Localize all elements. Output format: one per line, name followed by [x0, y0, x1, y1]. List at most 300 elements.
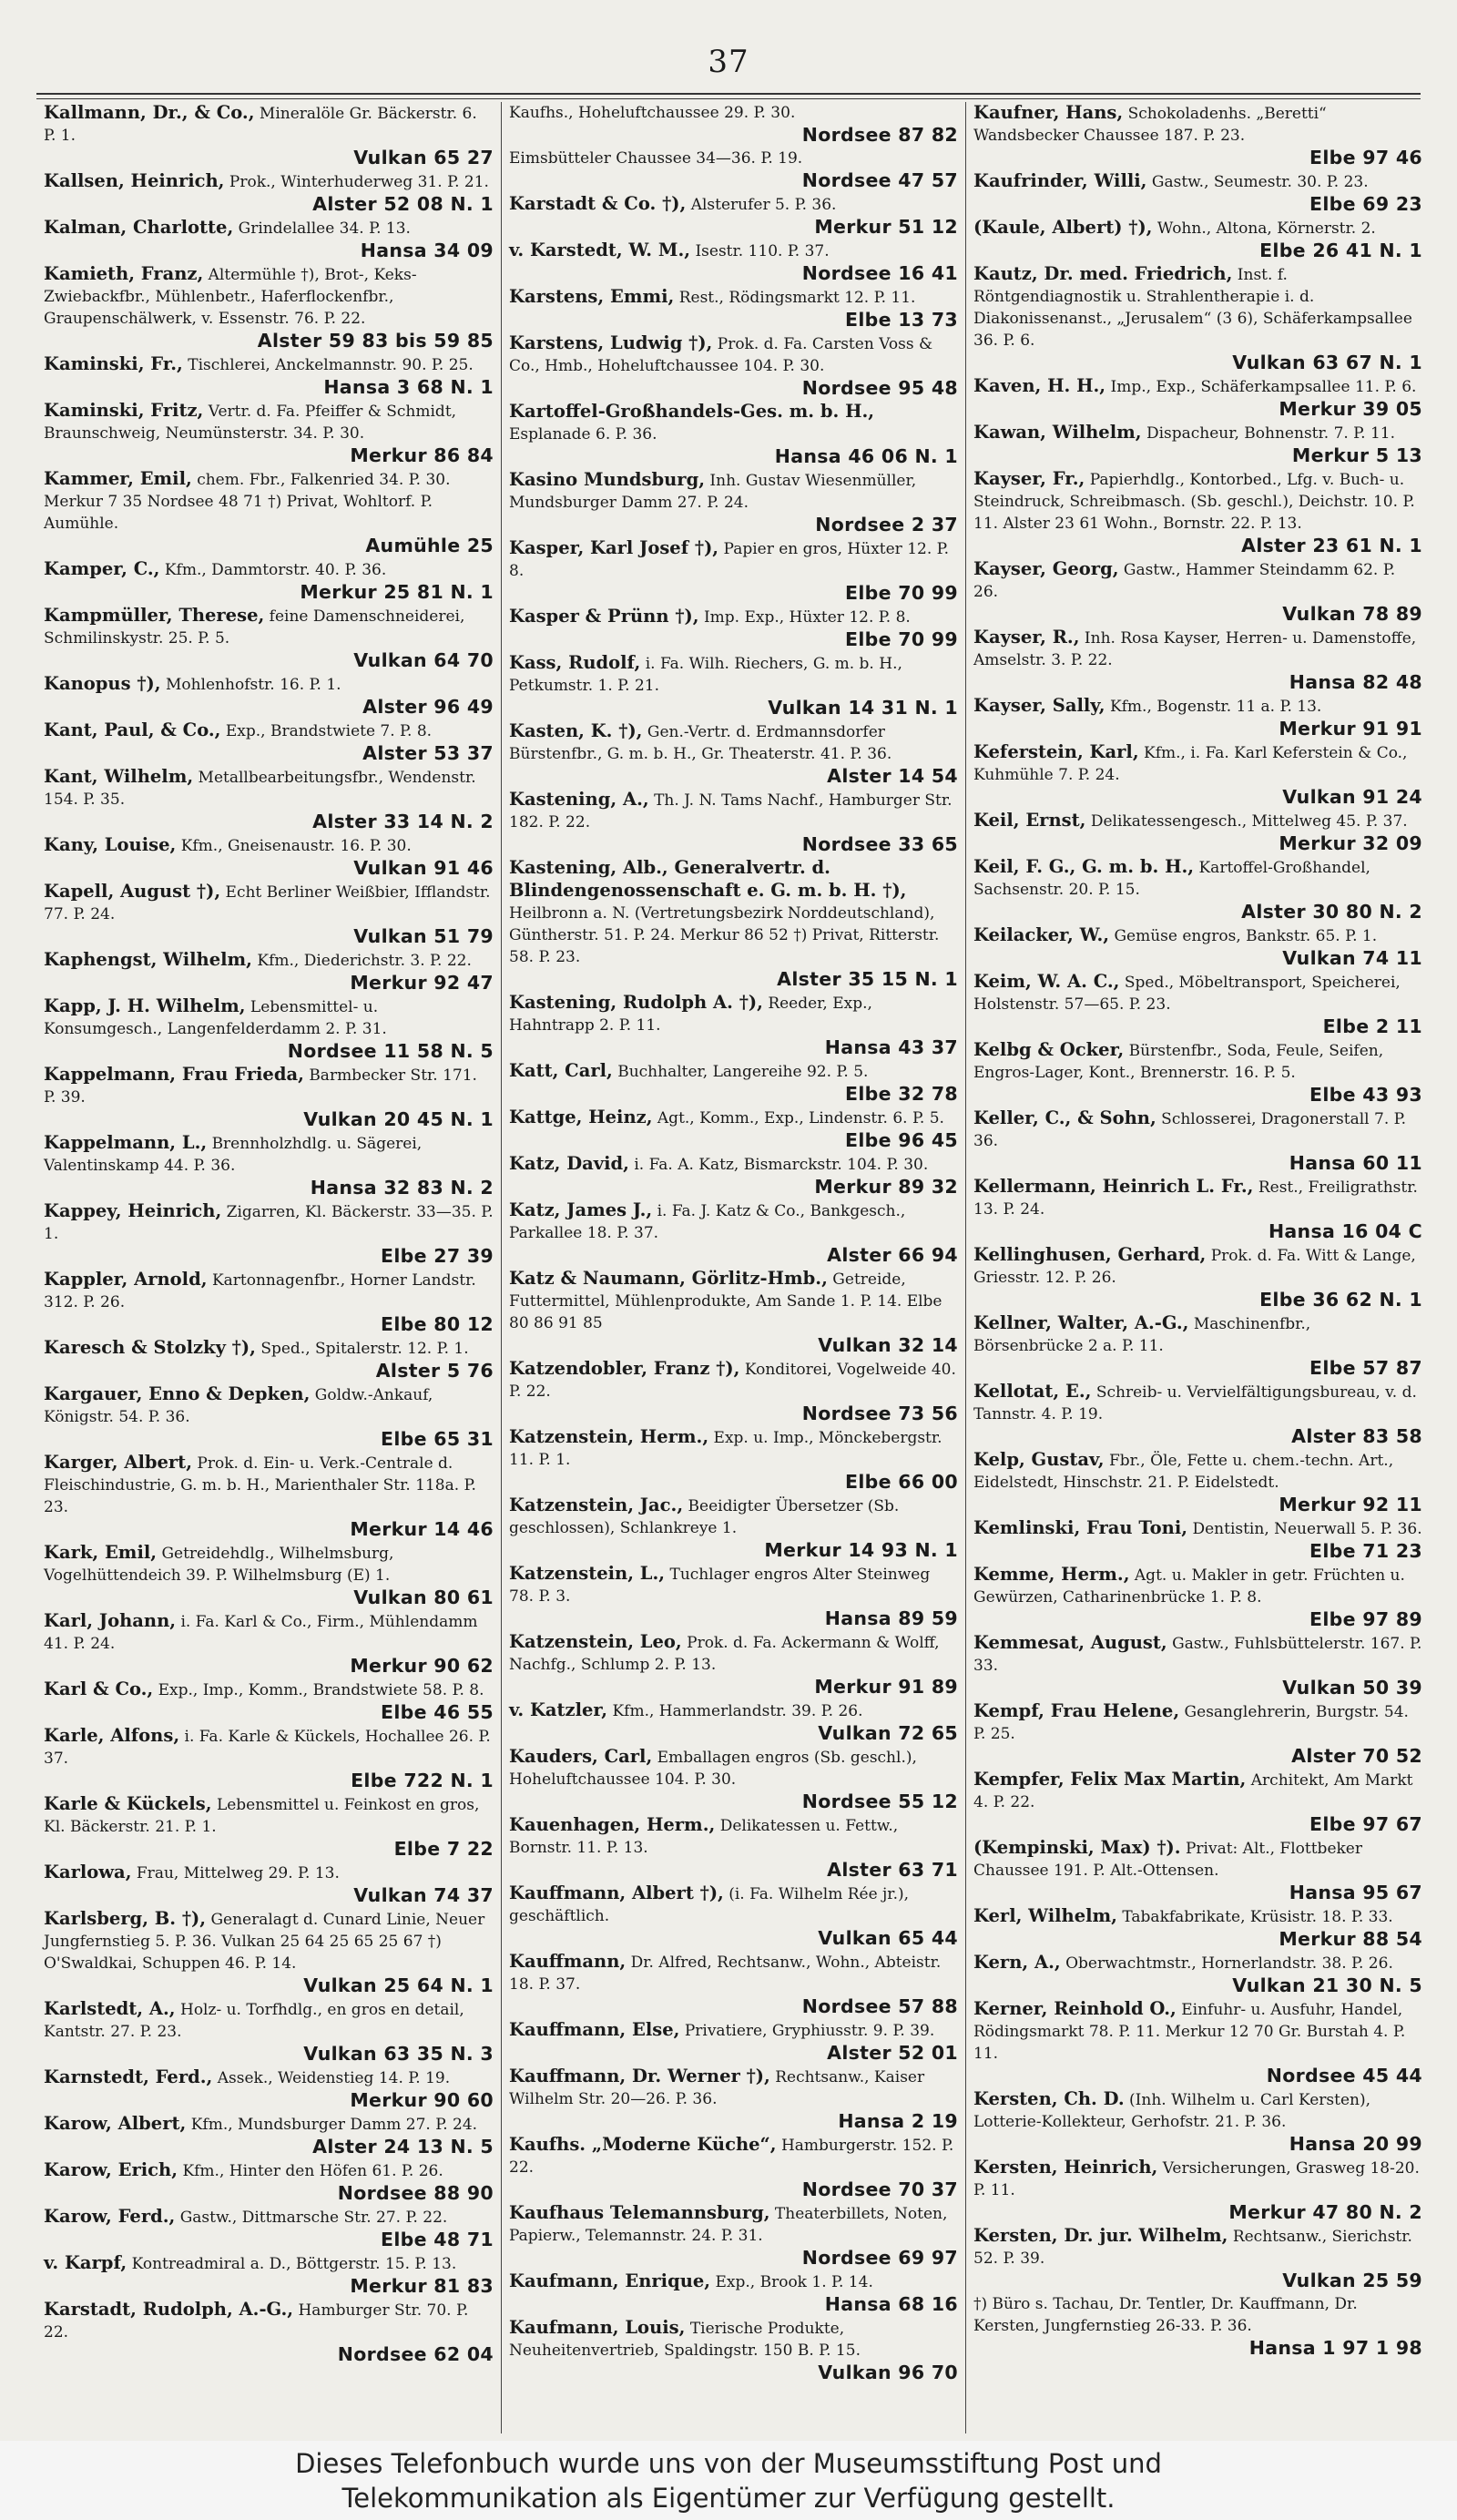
entry-phone: Elbe 70 99 [845, 628, 958, 650]
directory-entry [973, 263, 1422, 374]
entry-name: Kersten, Heinrich, [973, 2157, 1158, 2178]
entry-phone: Merkur 39 05 [1279, 398, 1422, 420]
entry-phone: Nordsee 95 48 [801, 377, 958, 399]
directory-entry [44, 2113, 494, 2158]
entry-description: Grindelallee 34. P. 13. [238, 219, 411, 238]
entry-name: Kaufrinder, Willi, [973, 170, 1147, 191]
entry-description: feine Damenschneiderei, Schmilinskystr. 25. P. 5. [44, 607, 465, 648]
footer-line-1: Dieses Telefonbuch wurde uns von der Museumsstiftung Post und [295, 2448, 1162, 2479]
directory-entry [973, 170, 1422, 216]
entry-description: Kfm., Dammtorstr. 40. P. 36. [164, 561, 387, 579]
entry-description: Agt., Komm., Exp., Lindenstr. 6. P. 5. [657, 1109, 944, 1127]
entry-phone: Elbe 48 71 [381, 2229, 494, 2250]
entry-name: Kappey, Heinrich, [44, 1200, 222, 1221]
entry-phone: Alster 96 49 [362, 696, 494, 718]
footer-note [0, 2441, 1457, 2520]
entry-description: Dispacheur, Bohnenstr. 7. P. 11. [1146, 424, 1396, 443]
entry-phone: Elbe 96 45 [845, 1129, 958, 1151]
entry-description: Isestr. 110. P. 37. [695, 242, 830, 260]
directory-entry [44, 400, 494, 467]
entry-name: Kasper & Prünn †), [509, 606, 699, 627]
entry-name: Kattge, Heinz, [509, 1107, 653, 1127]
entry-phone: Hansa 16 04 C [1268, 1220, 1422, 1242]
entry-description: (i. Fa. Wilhelm Rée jr.), geschäftlich. [509, 1885, 910, 1925]
entry-phone: Elbe 13 73 [845, 309, 958, 331]
entry-description: Th. J. N. Tams Nachf., Hamburger Str. 182. P. 22. [509, 791, 953, 831]
directory-entry [509, 992, 958, 1059]
entry-description: Tischlerei, Anckelmannstr. 90. P. 25. [188, 356, 474, 374]
directory-entry [509, 2066, 958, 2133]
entry-name: Karesch & Stolzky †), [44, 1337, 256, 1358]
directory-entry [44, 1383, 494, 1451]
entry-phone: Elbe 80 12 [381, 1313, 494, 1335]
directory-entry [973, 1381, 1422, 1448]
directory-entry [44, 1862, 494, 1907]
entry-phone: Vulkan 21 30 N. 5 [1232, 1974, 1422, 1996]
entry-phone: Hansa 2 19 [838, 2110, 958, 2132]
entry-name: Kellinghusen, Gerhard, [973, 1244, 1207, 1265]
entry-description: Bürstenfbr., Soda, Feule, Seifen, Engros-Lager, Kont., Brennerstr. 16. P. 5. [973, 1042, 1384, 1082]
entry-phone: Hansa 68 16 [824, 2293, 958, 2315]
entry-name: Karstens, Ludwig †), [509, 332, 713, 353]
directory-entry [44, 949, 494, 995]
entry-description: Alsterufer 5. P. 36. [690, 196, 837, 214]
entry-description: Exp. u. Imp., Mönckebergstr. 11. P. 1. [509, 1429, 942, 1469]
directory-entry [44, 1132, 494, 1199]
entry-name: Kallmann, Dr., & Co., [44, 102, 255, 123]
entry-phone: Hansa 46 06 N. 1 [774, 445, 958, 467]
entry-name: Kemmesat, August, [973, 1632, 1167, 1653]
entry-description: Brennholzhdlg. u. Sägerei, Valentinskamp 44. P. 36. [44, 1135, 423, 1175]
entry-name: Keil, F. G., G. m. b. H., [973, 856, 1195, 877]
entry-description: Kontreadmiral a. D., Böttgerstr. 15. P. 13. [131, 2255, 457, 2273]
entry-name: Karle & Kückels, [44, 1793, 212, 1814]
entry-description: Fbr., Öle, Fette u. chem.-techn. Art., Eidelstedt, Hinschstr. 21. P. Eidelstedt. [973, 1452, 1394, 1492]
directory-entry [509, 1358, 958, 1425]
directory-entry [509, 789, 958, 856]
entry-description: Mohlenhofstr. 16. P. 1. [165, 676, 341, 694]
directory-entry [509, 1153, 958, 1199]
entry-description: Lebensmittel- u. Konsumgesch., Langenfelderdamm 2. P. 31. [44, 998, 387, 1038]
directory-entry [44, 995, 494, 1063]
entry-name: Karlsberg, B. †), [44, 1908, 207, 1929]
directory-entry [973, 1952, 1422, 1997]
entry-phone: Nordsee 73 56 [801, 1403, 958, 1424]
entry-description: Kartonnagenfbr., Horner Landstr. 312. P. 26. [44, 1271, 476, 1311]
entry-description: Versicherungen, Grasweg 18-20. P. 11. [973, 2159, 1420, 2199]
entry-phone: Vulkan 63 35 N. 3 [303, 2043, 494, 2065]
entry-name: Kayser, Sally, [973, 695, 1105, 716]
entry-description: i. Fa. Wilh. Riechers, G. m. b. H., Petkumstr. 1. P. 21. [509, 655, 902, 695]
directory-entry [973, 558, 1422, 626]
entry-description: Getreide, Futtermittel, Mühlenprodukte, Am Sande 1. P. 14. Elbe 80 86 91 85 [509, 1270, 942, 1332]
entry-phone: Nordsee 62 04 [337, 2343, 494, 2365]
entry-description: Oberwachtmstr., Hornerlandstr. 38. P. 26. [1065, 1954, 1393, 1973]
entry-phone: Alster 33 14 N. 2 [312, 811, 494, 832]
entry-phone: Aumühle 25 [365, 535, 494, 556]
entry-name: Kasper, Karl Josef †), [509, 537, 719, 558]
entry-name: Karnstedt, Ferd., [44, 2066, 213, 2087]
entry-phone: Elbe 97 67 [1309, 1813, 1422, 1835]
entry-name: Kamper, C., [44, 558, 160, 579]
entry-description: Prok. d. Fa. Ackermann & Wolff, Nachfg., Schlump 2. P. 13. [509, 1634, 940, 1674]
directory-entry [509, 286, 958, 332]
entry-phone: Vulkan 20 45 N. 1 [303, 1108, 494, 1130]
entry-name: Keferstein, Karl, [973, 741, 1139, 762]
directory-column-3 [965, 102, 1430, 2433]
entry-name: Kanopus †), [44, 673, 161, 694]
entry-name: Kant, Paul, & Co., [44, 719, 221, 740]
directory-entry [973, 1449, 1422, 1516]
entry-name: (Kaule, Albert) †), [973, 217, 1153, 238]
directory-entry [44, 1678, 494, 1724]
entry-description: Theaterbillets, Noten, Papierw., Telemannstr. 24. P. 31. [509, 2205, 948, 2245]
directory-entry [509, 1426, 958, 1494]
directory-entry [44, 1269, 494, 1336]
entry-phone: Alster 83 58 [1291, 1425, 1422, 1447]
entry-phone: Hansa 20 99 [1289, 2133, 1422, 2155]
entry-description: Generalagt d. Cunard Linie, Neuer Jungfernstieg 5. P. 36. Vulkan 25 64 25 65 25 67 †) O'Swaldkai, Schuppen 46. P. 14. [44, 1911, 485, 1973]
entry-phone: Alster 14 54 [827, 765, 958, 787]
directory-entry [44, 1452, 494, 1541]
directory-entry [44, 1200, 494, 1268]
entry-name: Kersten, Dr. jur. Wilhelm, [973, 2225, 1228, 2246]
entry-phone: Alster 63 71 [827, 1859, 958, 1881]
entry-phone: Alster 5 76 [375, 1360, 494, 1382]
entry-description: Delikatessengesch., Mittelweg 45. P. 37. [1090, 812, 1408, 831]
entry-description: Architekt, Am Markt 4. P. 22. [973, 1771, 1413, 1811]
entry-description: Holz- u. Torfhdlg., en gros en detail, Kantstr. 27. P. 23. [44, 2001, 464, 2041]
entry-description: Rechtsanw., Sierichstr. 52. P. 39. [973, 2228, 1412, 2268]
entry-name: (Kempinski, Max) †). [973, 1837, 1181, 1858]
entry-phone: Nordsee 33 65 [801, 833, 958, 855]
entry-description: chem. Fbr., Falkenried 34. P. 30. Merkur 7 35 Nordsee 48 71 †) Privat, Wohltorf. P. Aumühle. [44, 471, 451, 533]
directory-entry [973, 2225, 1422, 2292]
entry-description: Kfm., Mundsburger Damm 27. P. 24. [190, 2116, 478, 2134]
entry-name: Katt, Carl, [509, 1060, 613, 1081]
entry-description: Kartoffel-Großhandel, Sachsenstr. 20. P. 15. [973, 859, 1370, 899]
entry-phone: Hansa 3 68 N. 1 [323, 376, 494, 398]
entry-description: Goldw.-Ankauf, Königstr. 54. P. 36. [44, 1386, 433, 1426]
entry-description: Gen.-Vertr. d. Erdmannsdorfer Bürstenfbr., G. m. b. H., Gr. Theaterstr. 41. P. 36. [509, 723, 892, 763]
entry-description: Gastw., Hammer Steindamm 62. P. 26. [973, 561, 1396, 601]
directory-entry [509, 537, 958, 605]
entry-name: Kern, A., [973, 1952, 1061, 1973]
directory-entry [509, 720, 958, 788]
entry-description: Gesanglehrerin, Burgstr. 54. P. 25. [973, 1703, 1409, 1743]
entry-name: Kayser, Georg, [973, 558, 1119, 579]
entry-name: Kauenhagen, Herm., [509, 1814, 716, 1835]
entry-phone: Hansa 89 59 [824, 1607, 958, 1629]
entry-name: Kauffmann, [509, 1951, 627, 1972]
entry-description: Rechtsanw., Kaiser Wilhelm Str. 20—26. P. 36. [509, 2068, 925, 2108]
entry-description: Dr. Alfred, Rechtsanw., Wohn., Abteistr. 18. P. 37. [509, 1954, 942, 1994]
entry-name: Kemlinski, Frau Toni, [973, 1517, 1188, 1538]
directory-entry [509, 1060, 958, 1106]
entry-name: Kaven, H. H., [973, 375, 1106, 396]
entry-description: Schlosserei, Dragonerstall 7. P. 36. [973, 1110, 1407, 1150]
entry-name: Kastening, Alb., Generalvertr. d. Blindengenossenschaft e. G. m. b. H. †), [509, 857, 907, 901]
entry-phone: Elbe 57 87 [1309, 1357, 1422, 1379]
directory-entry [509, 2134, 958, 2201]
entry-name: Kappler, Arnold, [44, 1269, 208, 1290]
entry-name: Karger, Albert, [44, 1452, 192, 1473]
entry-name: Karstadt & Co. †), [509, 193, 687, 214]
directory-entry [509, 857, 958, 991]
entry-name: Karl, Johann, [44, 1610, 177, 1631]
entry-phone: Hansa 32 83 N. 2 [310, 1177, 494, 1199]
entry-name: Kastening, Rudolph A. †), [509, 992, 763, 1013]
directory-entry [509, 652, 958, 719]
entry-phone: Merkur 14 46 [350, 1518, 494, 1540]
entry-phone: Elbe 97 46 [1309, 147, 1422, 168]
directory-entry [44, 1064, 494, 1131]
directory-entry [973, 1312, 1422, 1380]
header-rule [36, 93, 1421, 95]
directory-entry [44, 1725, 494, 1792]
entry-description: Emballagen engros (Sb. geschl.), Hoheluftchaussee 104. P. 30. [509, 1749, 917, 1789]
entry-name: Kelbg & Ocker, [973, 1039, 1125, 1060]
entry-description: Imp., Exp., Schäferkampsallee 11. P. 6. [1110, 378, 1417, 396]
entry-phone: Merkur 90 60 [350, 2089, 494, 2111]
directory-entry [509, 2202, 958, 2270]
directory-entry [973, 810, 1422, 855]
directory-entry [509, 2317, 958, 2384]
entry-name: Kappelmann, L., [44, 1132, 208, 1153]
directory-entry [509, 1814, 958, 1882]
entry-phone: Merkur 90 62 [350, 1655, 494, 1677]
entry-phone: Nordsee 87 82 [801, 124, 958, 146]
entry-name: Kant, Wilhelm, [44, 766, 194, 787]
directory-entry [509, 240, 958, 285]
directory-entry [44, 881, 494, 948]
entry-description: Beeidigter Übersetzer (Sb. geschlossen), Schlankreye 1. [509, 1497, 900, 1537]
entry-name: Kasino Mundsburg, [509, 469, 706, 490]
entry-phone: Alster 23 61 N. 1 [1241, 535, 1422, 556]
entry-name: Kayser, Fr., [973, 468, 1085, 489]
directory-entry [509, 148, 958, 192]
entry-description: Kaufhs., Hoheluftchaussee 29. P. 30. [509, 104, 796, 122]
entry-name: Kass, Rudolf, [509, 652, 641, 673]
directory-entry [509, 2270, 958, 2316]
entry-phone: Nordsee 47 57 [801, 169, 958, 191]
entry-description: Agt. u. Makler in getr. Früchten u. Gewürzen, Catharinenbrücke 1. P. 8. [973, 1566, 1405, 1607]
entry-name: Kerner, Reinhold O., [973, 1998, 1177, 2019]
entry-name: Kammer, Emil, [44, 468, 192, 489]
entry-description: Konditorei, Vogelweide 40. P. 22. [509, 1361, 956, 1401]
entry-name: Karl & Co., [44, 1678, 154, 1699]
entry-name: Kelp, Gustav, [973, 1449, 1105, 1470]
entry-name: Katz, David, [509, 1153, 629, 1174]
entry-description: Papier en gros, Hüxter 12. P. 8. [509, 540, 950, 580]
entry-name: Kellermann, Heinrich L. Fr., [973, 1176, 1254, 1197]
directory-entry [44, 102, 494, 169]
entry-phone: Vulkan 50 39 [1282, 1677, 1422, 1699]
directory-entry [973, 924, 1422, 970]
entry-description: Esplanade 6. P. 36. [509, 425, 657, 444]
directory-entry [509, 193, 958, 239]
entry-description: Delikatessen u. Fettw., Bornstr. 11. P. 13. [509, 1817, 899, 1857]
directory-entry [973, 1176, 1422, 1243]
directory-entry [509, 469, 958, 536]
directory-entry [973, 1769, 1422, 1836]
entry-name: Kawan, Wilhelm, [973, 422, 1142, 443]
directory-entry [44, 1908, 494, 1997]
entry-description: i. Fa. J. Katz & Co., Bankgesch., Parkallee 18. P. 37. [509, 1202, 906, 1242]
entry-description: Heilbronn a. N. (Vertretungsbezirk Norddeutschland), Güntherstr. 51. P. 24. Merkur 86 52 †) Privat, Ritterstr. 58. P. 23. [509, 904, 940, 966]
entry-description: Kfm., Bogenstr. 11 a. P. 13. [1109, 698, 1322, 716]
entry-description: Tuchlager engros Alter Steinweg 78. P. 3. [509, 1566, 931, 1606]
entry-description: Vertr. d. Fa. Pfeiffer & Schmidt, Braunschweig, Neumünsterstr. 34. P. 30. [44, 403, 457, 443]
entry-description: Lebensmittel u. Feinkost en gros, Kl. Bäckerstr. 21. P. 1. [44, 1796, 480, 1836]
entry-phone: Merkur 89 32 [814, 1176, 958, 1198]
entry-phone: Alster 52 01 [827, 2042, 958, 2064]
directory-column-2 [501, 102, 965, 2433]
directory-entry [44, 2066, 494, 2112]
entry-description: Exp., Imp., Komm., Brandstwiete 58. P. 8. [158, 1681, 484, 1699]
entry-description: Kfm., Hammerlandstr. 39. P. 26. [612, 1702, 863, 1720]
entry-name: Kaufner, Hans, [973, 102, 1124, 123]
entry-description: Buchhalter, Langereihe 92. P. 5. [617, 1063, 869, 1081]
directory-entry [973, 2157, 1422, 2224]
entry-name: Kartoffel-Großhandels-Ges. m. b. H., [509, 401, 875, 422]
entry-description: Papierhdlg., Kontorbed., Lfg. v. Buch- u. Steindruck, Schreibmasch. (Sb. geschl.), Deichstr. 10. P. 11. Alster 23 61 Wohn., Bornstr. 22. P. 13. [973, 471, 1415, 533]
entry-phone: Elbe 97 89 [1309, 1608, 1422, 1630]
entry-description: Mineralöle Gr. Bäckerstr. 6. P. 1. [44, 105, 477, 145]
entry-description: Barmbecker Str. 171. P. 39. [44, 1066, 477, 1107]
entry-name: Kauffmann, Albert †), [509, 1882, 724, 1903]
directory-column-1 [36, 102, 501, 2433]
entry-name: v. Karstedt, W. M., [509, 240, 691, 260]
entry-phone: Nordsee 69 97 [801, 2247, 958, 2269]
entry-phone: Elbe 27 39 [381, 1245, 494, 1267]
directory-entry [509, 1631, 958, 1699]
entry-phone: Merkur 25 81 N. 1 [300, 581, 494, 603]
entry-phone: Vulkan 25 64 N. 1 [303, 1974, 494, 1996]
directory-entry [973, 1905, 1422, 1951]
directory-entry [509, 1882, 958, 1950]
entry-phone: Hansa 95 67 [1289, 1882, 1422, 1903]
entry-phone: Merkur 91 89 [814, 1676, 958, 1698]
entry-description: Prok., Winterhuderweg 31. P. 21. [229, 173, 489, 191]
directory-entry [44, 834, 494, 880]
entry-phone: Nordsee 11 58 N. 5 [287, 1040, 494, 1062]
entry-description: i. Fa. Karle & Kückels, Hochallee 26. P. 37. [44, 1728, 491, 1768]
directory-entry [973, 856, 1422, 923]
entry-name: Katzendobler, Franz †), [509, 1358, 740, 1379]
directory-entry [44, 1610, 494, 1678]
entry-phone: Merkur 91 91 [1279, 718, 1422, 740]
entry-phone: Vulkan 25 59 [1282, 2270, 1422, 2291]
entry-phone: Alster 53 37 [362, 742, 494, 764]
directory-entry [44, 468, 494, 557]
entry-description: Assek., Weidenstieg 14. P. 19. [217, 2069, 451, 2087]
entry-phone: Alster 52 08 N. 1 [312, 193, 494, 215]
directory-entry [509, 1107, 958, 1152]
entry-name: Kaufmann, Louis, [509, 2317, 686, 2338]
entry-phone: Nordsee 2 37 [815, 514, 958, 536]
entry-phone: Hansa 1 97 1 98 [1248, 2337, 1422, 2359]
entry-description: Schokoladenhs. „Beretti“ Wandsbecker Chaussee 187. P. 23. [973, 105, 1327, 145]
entry-name: Kastening, A., [509, 789, 649, 810]
entry-description: Inh. Gustav Wiesenmüller, Mundsburger Damm 27. P. 24. [509, 472, 917, 512]
entry-name: Karlowa, [44, 1862, 132, 1882]
entry-phone: Elbe 2 11 [1322, 1015, 1422, 1037]
directory-entry [44, 170, 494, 216]
entry-name: Keim, W. A. C., [973, 971, 1120, 992]
entry-name: Kalman, Charlotte, [44, 217, 234, 238]
entry-phone: Alster 35 15 N. 1 [777, 968, 958, 990]
directory-entry [973, 1837, 1422, 1904]
entry-phone: Vulkan 64 70 [353, 649, 494, 671]
entry-phone: Merkur 81 83 [350, 2275, 494, 2297]
entry-description: Kfm., i. Fa. Karl Keferstein & Co., Kuhmühle 7. P. 24. [973, 744, 1408, 784]
directory-entry [509, 1199, 958, 1267]
directory-entry [44, 2299, 494, 2366]
entry-description: (Inh. Wilhelm u. Carl Kersten), Lotterie-Kollekteur, Gerhofstr. 21. P. 36. [973, 2091, 1371, 2131]
entry-phone: Elbe 70 99 [845, 582, 958, 604]
entry-phone: Elbe 722 N. 1 [351, 1770, 494, 1791]
entry-description: Dentistin, Neuerwall 5. P. 36. [1192, 1520, 1422, 1538]
entry-name: Keller, C., & Sohn, [973, 1107, 1156, 1128]
directory-entry [44, 605, 494, 672]
directory-entry [973, 422, 1422, 467]
entry-description: Tabakfabrikate, Krüsistr. 18. P. 33. [1122, 1908, 1393, 1926]
entry-phone: Vulkan 91 24 [1282, 786, 1422, 808]
entry-phone: Nordsee 55 12 [801, 1791, 958, 1812]
entry-phone: Elbe 32 78 [845, 1083, 958, 1105]
entry-phone: Merkur 51 12 [814, 216, 958, 238]
entry-description: i. Fa. Karl & Co., Firm., Mühlendamm 41. P. 24. [44, 1613, 478, 1653]
entry-phone: Nordsee 57 88 [801, 1995, 958, 2017]
entry-phone: Merkur 32 09 [1279, 832, 1422, 854]
entry-name: Kappelmann, Frau Frieda, [44, 1064, 304, 1085]
directory-entry [44, 2159, 494, 2205]
entry-phone: Hansa 34 09 [360, 240, 494, 261]
entry-phone: Vulkan 63 67 N. 1 [1232, 352, 1422, 373]
directory-entry [509, 1699, 958, 1745]
entry-description: i. Fa. A. Katz, Bismarckstr. 104. P. 30. [634, 1156, 929, 1174]
entry-phone: Nordsee 45 44 [1266, 2065, 1422, 2086]
entry-phone: Hansa 82 48 [1289, 671, 1422, 693]
entry-name: Kersten, Ch. D. [973, 2088, 1125, 2109]
entry-name: Kark, Emil, [44, 1542, 158, 1563]
entry-phone: Vulkan 91 46 [353, 857, 494, 879]
entry-name: Kauffmann, Else, [509, 2019, 680, 2040]
entry-description: Reeder, Exp., Hahntrapp 2. P. 11. [509, 995, 872, 1035]
directory-entry [973, 468, 1422, 557]
entry-name: Kapell, August †), [44, 881, 221, 902]
entry-description: Getreidehdlg., Wilhelmsburg, Vogelhüttendeich 39. P. Wilhelmsburg (E) 1. [44, 1545, 394, 1585]
entry-phone: Elbe 43 93 [1309, 1084, 1422, 1106]
entry-name: Kauffmann, Dr. Werner †), [509, 2066, 770, 2086]
entry-phone: Nordsee 16 41 [801, 262, 958, 284]
entry-name: Kaminski, Fr., [44, 353, 183, 374]
directory-entry [509, 1495, 958, 1562]
directory-entry [973, 1998, 1422, 2087]
directory-entry [509, 102, 958, 147]
directory-entry [973, 695, 1422, 740]
entry-description: Inst. f. Röntgendiagnostik u. Strahlentherapie i. d. Diakonissenanst., „Jerusalem“ (3 6), Schäferkampsallee 36. P. 6. [973, 266, 1412, 350]
entry-description: Imp. Exp., Hüxter 12. P. 8. [703, 608, 911, 627]
entry-description: Frau, Mittelweg 29. P. 13. [136, 1864, 340, 1882]
directory-entry [973, 375, 1422, 421]
entry-name: Kaufhaus Telemannsburg, [509, 2202, 770, 2223]
entry-name: Karow, Ferd., [44, 2206, 176, 2227]
directory-entry [973, 627, 1422, 694]
directory-entry [973, 102, 1422, 169]
entry-name: Kempfer, Felix Max Martin, [973, 1769, 1247, 1790]
